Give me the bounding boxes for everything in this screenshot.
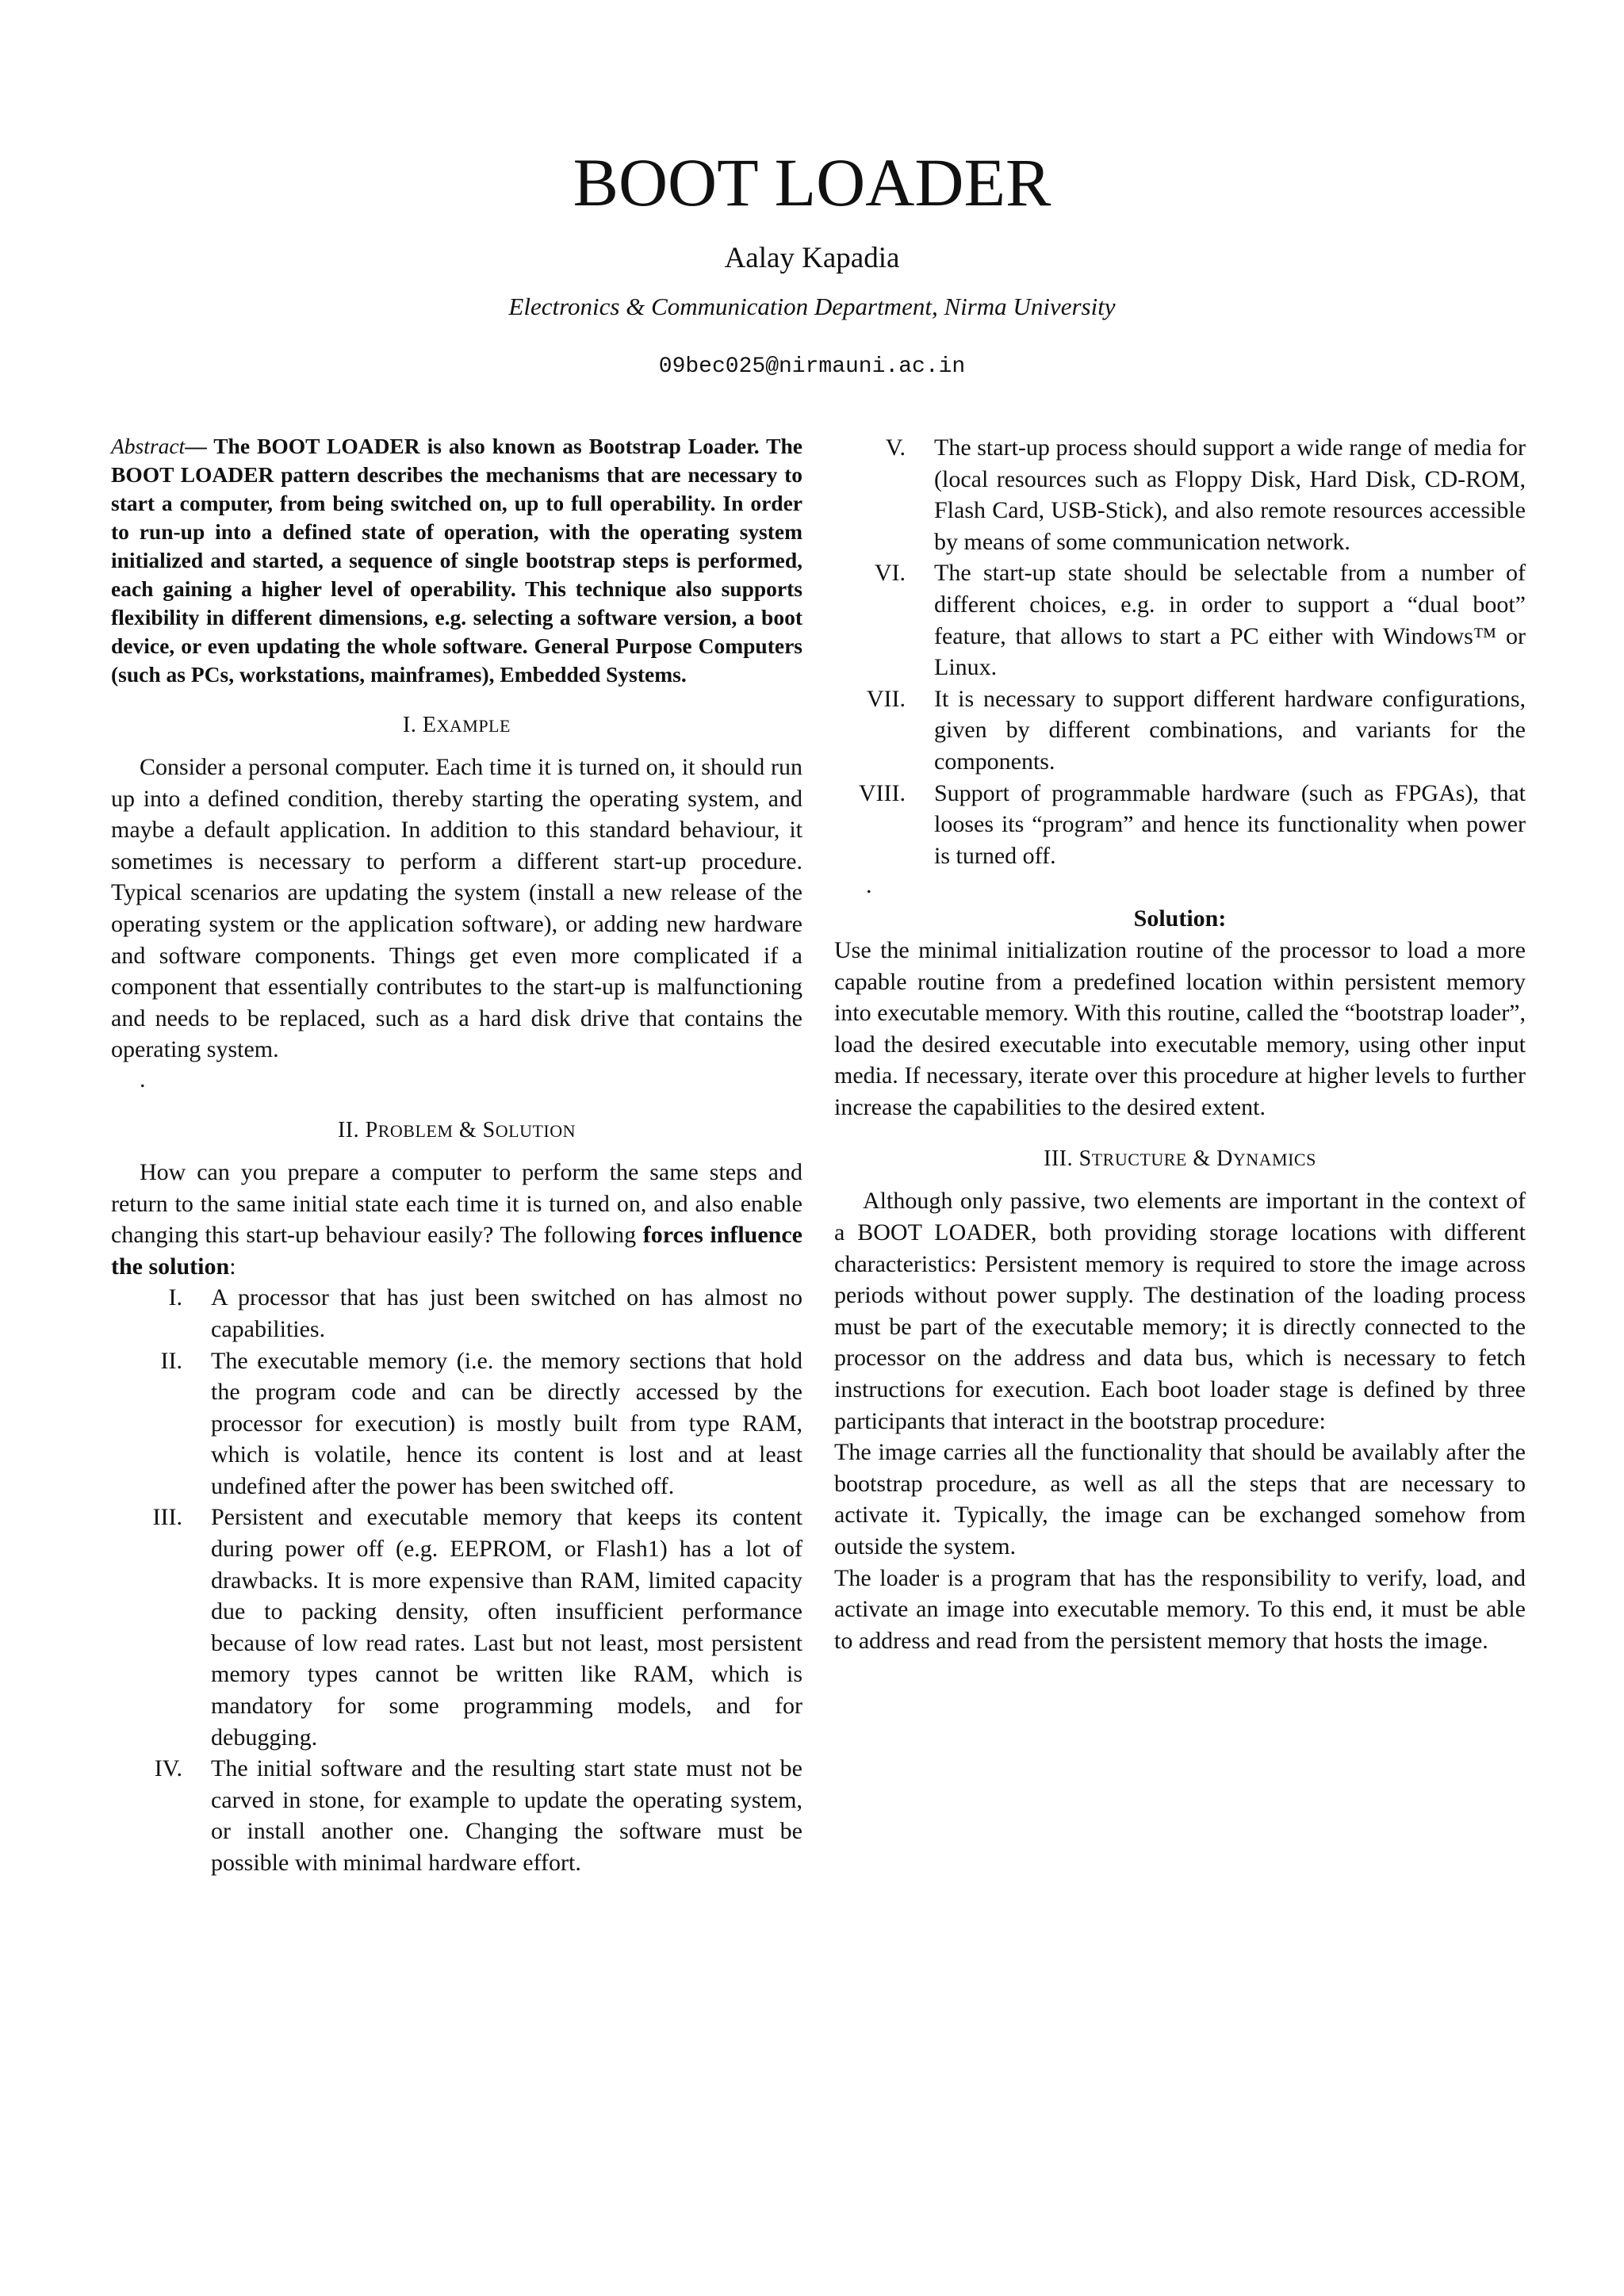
- list-number: VIII.: [858, 779, 906, 806]
- solution-heading: Solution:: [1133, 905, 1227, 932]
- list-text: The executable memory (i.e. the memory sections that hold the program code and can be directly accessed by the processor for execution) is mostly built from type RAM, which is volatile, hence its content is lost and at least undefined after the power has been switched off.: [211, 1347, 802, 1499]
- heading-initial: D: [1216, 1146, 1233, 1172]
- list-number: II.: [160, 1347, 182, 1374]
- intro-text: How can you prepare a computer to perform the same steps and return to the same initial state each time it is turned on, and also enable changing this start-up behaviour easily? The following: [111, 1158, 802, 1249]
- list-item: [111, 1502, 802, 1753]
- heading-rest: TRUCTURE: [1091, 1150, 1187, 1170]
- section-number: II.: [337, 1117, 360, 1142]
- intro-bold: forces influence the solution: [111, 1222, 802, 1280]
- section-heading-example: [111, 710, 802, 742]
- image-paragraph: The image carries all the functionality that should be availably after the bootstrap procedure, as well as all the steps that are necessary to activate it. Typically, the image can be exchanged somehow from outside the system.: [834, 1439, 1526, 1559]
- section-heading-problem: [111, 1115, 802, 1147]
- paper-header: [0, 139, 1624, 383]
- stray-dot: .: [866, 872, 872, 899]
- list-number: III.: [152, 1504, 182, 1531]
- loader-paragraph: The loader is a program that has the responsibility to verify, load, and activate an image into executable memory. To this end, it must be able to address and read from the persistent memory that hosts the image.: [834, 1564, 1526, 1654]
- abstract-label: Abstract: [111, 434, 186, 458]
- abstract: [111, 432, 802, 689]
- author-email: 09bec025@nirmauni.ac.in: [658, 354, 966, 379]
- author-affiliation: Electronics & Communication Department, Nirma University: [508, 293, 1116, 320]
- list-text: The initial software and the resulting start state must not be carved in stone, for example to update the operating system, or install another one. Changing the software must be possible with minimal hardware effort.: [211, 1755, 802, 1876]
- list-item: [111, 1282, 802, 1345]
- list-number: VII.: [866, 685, 906, 712]
- list-text: The start-up process should support a wide range of media for (local resources such as Floppy Disk, Hard Disk, CD-ROM, Flash Card, USB-Stick), and also remote resources accessible by means of some communication network.: [934, 434, 1526, 555]
- heading-rest: XAMPLE: [436, 716, 511, 736]
- solution-paragraph: Use the minimal initialization routine of the processor to load a more capable routine from a predefined location within persistent memory into executable memory. With this routine, called the “bootstrap loader”, load the desired executable into executable memory, using other input media. If necessary, iterate over this procedure at higher levels to further increase the capabilities to the desired extent.: [834, 936, 1526, 1120]
- section-number: I.: [403, 713, 417, 737]
- heading-initial: S: [482, 1117, 496, 1142]
- list-number: VI.: [874, 560, 906, 587]
- heading-initial: S: [1078, 1146, 1092, 1172]
- section-number: III.: [1044, 1146, 1074, 1172]
- author-name: Aalay Kapadia: [724, 242, 900, 274]
- list-item: [111, 1753, 802, 1878]
- structure-paragraph: Although only passive, two elements are important in the context of a BOOT LOADER, both providing storage locations with different characteristics: Persistent memory is required to store the image across periods without power supply. The destination of the loading process must be part of the executable memory; it is directly connected to the processor on the address and data bus, which is necessary to fetch instructions for execution. Each boot loader stage is defined by three participants that interact in the bootstrap procedure:: [834, 1188, 1526, 1434]
- heading-initial: P: [365, 1117, 378, 1142]
- heading-initial: E: [422, 713, 437, 737]
- abstract-dash: —: [185, 434, 207, 458]
- list-text: Support of programmable hardware (such as FPGAs), that looses its “program” and hence its functionality when power is turned off.: [934, 779, 1526, 869]
- list-item: [834, 557, 1526, 683]
- forces-list-continued: [834, 432, 1526, 871]
- list-item: [834, 778, 1526, 872]
- left-column: [111, 432, 802, 1879]
- paper-title: BOOT LOADER: [573, 144, 1051, 220]
- list-item: [834, 432, 1526, 557]
- list-number: V.: [885, 434, 906, 461]
- list-number: I.: [168, 1284, 182, 1311]
- list-text: Persistent and executable memory that keeps its content during power off (e.g. EEPROM, or Flash1) has a lot of drawbacks. It is more expensive than RAM, limited capacity due to packing density, often insufficient performance because of low read rates. Last but not least, most persistent memory types cannot be written like RAM, which is mandatory for some programming models, and for debugging.: [211, 1504, 802, 1751]
- heading-amp: &: [1193, 1146, 1211, 1172]
- list-item: [111, 1345, 802, 1502]
- intro-end: :: [229, 1253, 236, 1280]
- list-text: It is necessary to support different hardware configurations, given by different combinations, and variants for the components.: [934, 685, 1526, 775]
- list-item: [834, 683, 1526, 778]
- example-paragraph: Consider a personal computer. Each time it is turned on, it should run up into a defined condition, thereby starting the operating system, and maybe a default application. In addition to this standard behaviour, it sometimes is necessary to perform a different start-up procedure. Typical scenarios are updating the system (install a new release of the operating system or the application software), or adding new hardware and software components. Things get even more complicated if a component that essentially contributes to the start-up is malfunctioning and needs to be replaced, such as a hard disk drive that contains the operating system.: [111, 754, 802, 1063]
- heading-rest: OLUTION: [495, 1120, 576, 1141]
- problem-intro: [111, 1157, 802, 1282]
- list-text: A processor that has just been switched on has almost no capabilities.: [211, 1284, 802, 1342]
- list-text: The start-up state should be selectable from a number of different choices, e.g. in order to support a “dual boot” feature, that allows to start a PC either with Windows™ or Linux.: [934, 560, 1526, 681]
- heading-amp: &: [458, 1117, 477, 1142]
- heading-rest: YNAMICS: [1232, 1150, 1316, 1170]
- abstract-text: The BOOT LOADER is also known as Bootstrap Loader. The BOOT LOADER pattern describes the mechanisms that are necessary to start a computer, from being switched on, up to full operability. In order to run-up into a defined state of operation, with the operating system initialized and started, a sequence of single bootstrap steps is performed, each gaining a higher level of operability. This technique also supports flexibility in different dimensions, e.g. selecting a software version, a boot device, or even updating the whole software. General Purpose Computers (such as PCs, workstations, mainframes), Embedded Systems.: [111, 434, 802, 687]
- section-heading-structure: [834, 1143, 1526, 1176]
- right-column: [834, 432, 1526, 1656]
- stray-dot: .: [140, 1066, 146, 1093]
- heading-rest: ROBLEM: [377, 1120, 454, 1141]
- list-number: IV.: [154, 1755, 182, 1782]
- forces-list: [111, 1282, 802, 1878]
